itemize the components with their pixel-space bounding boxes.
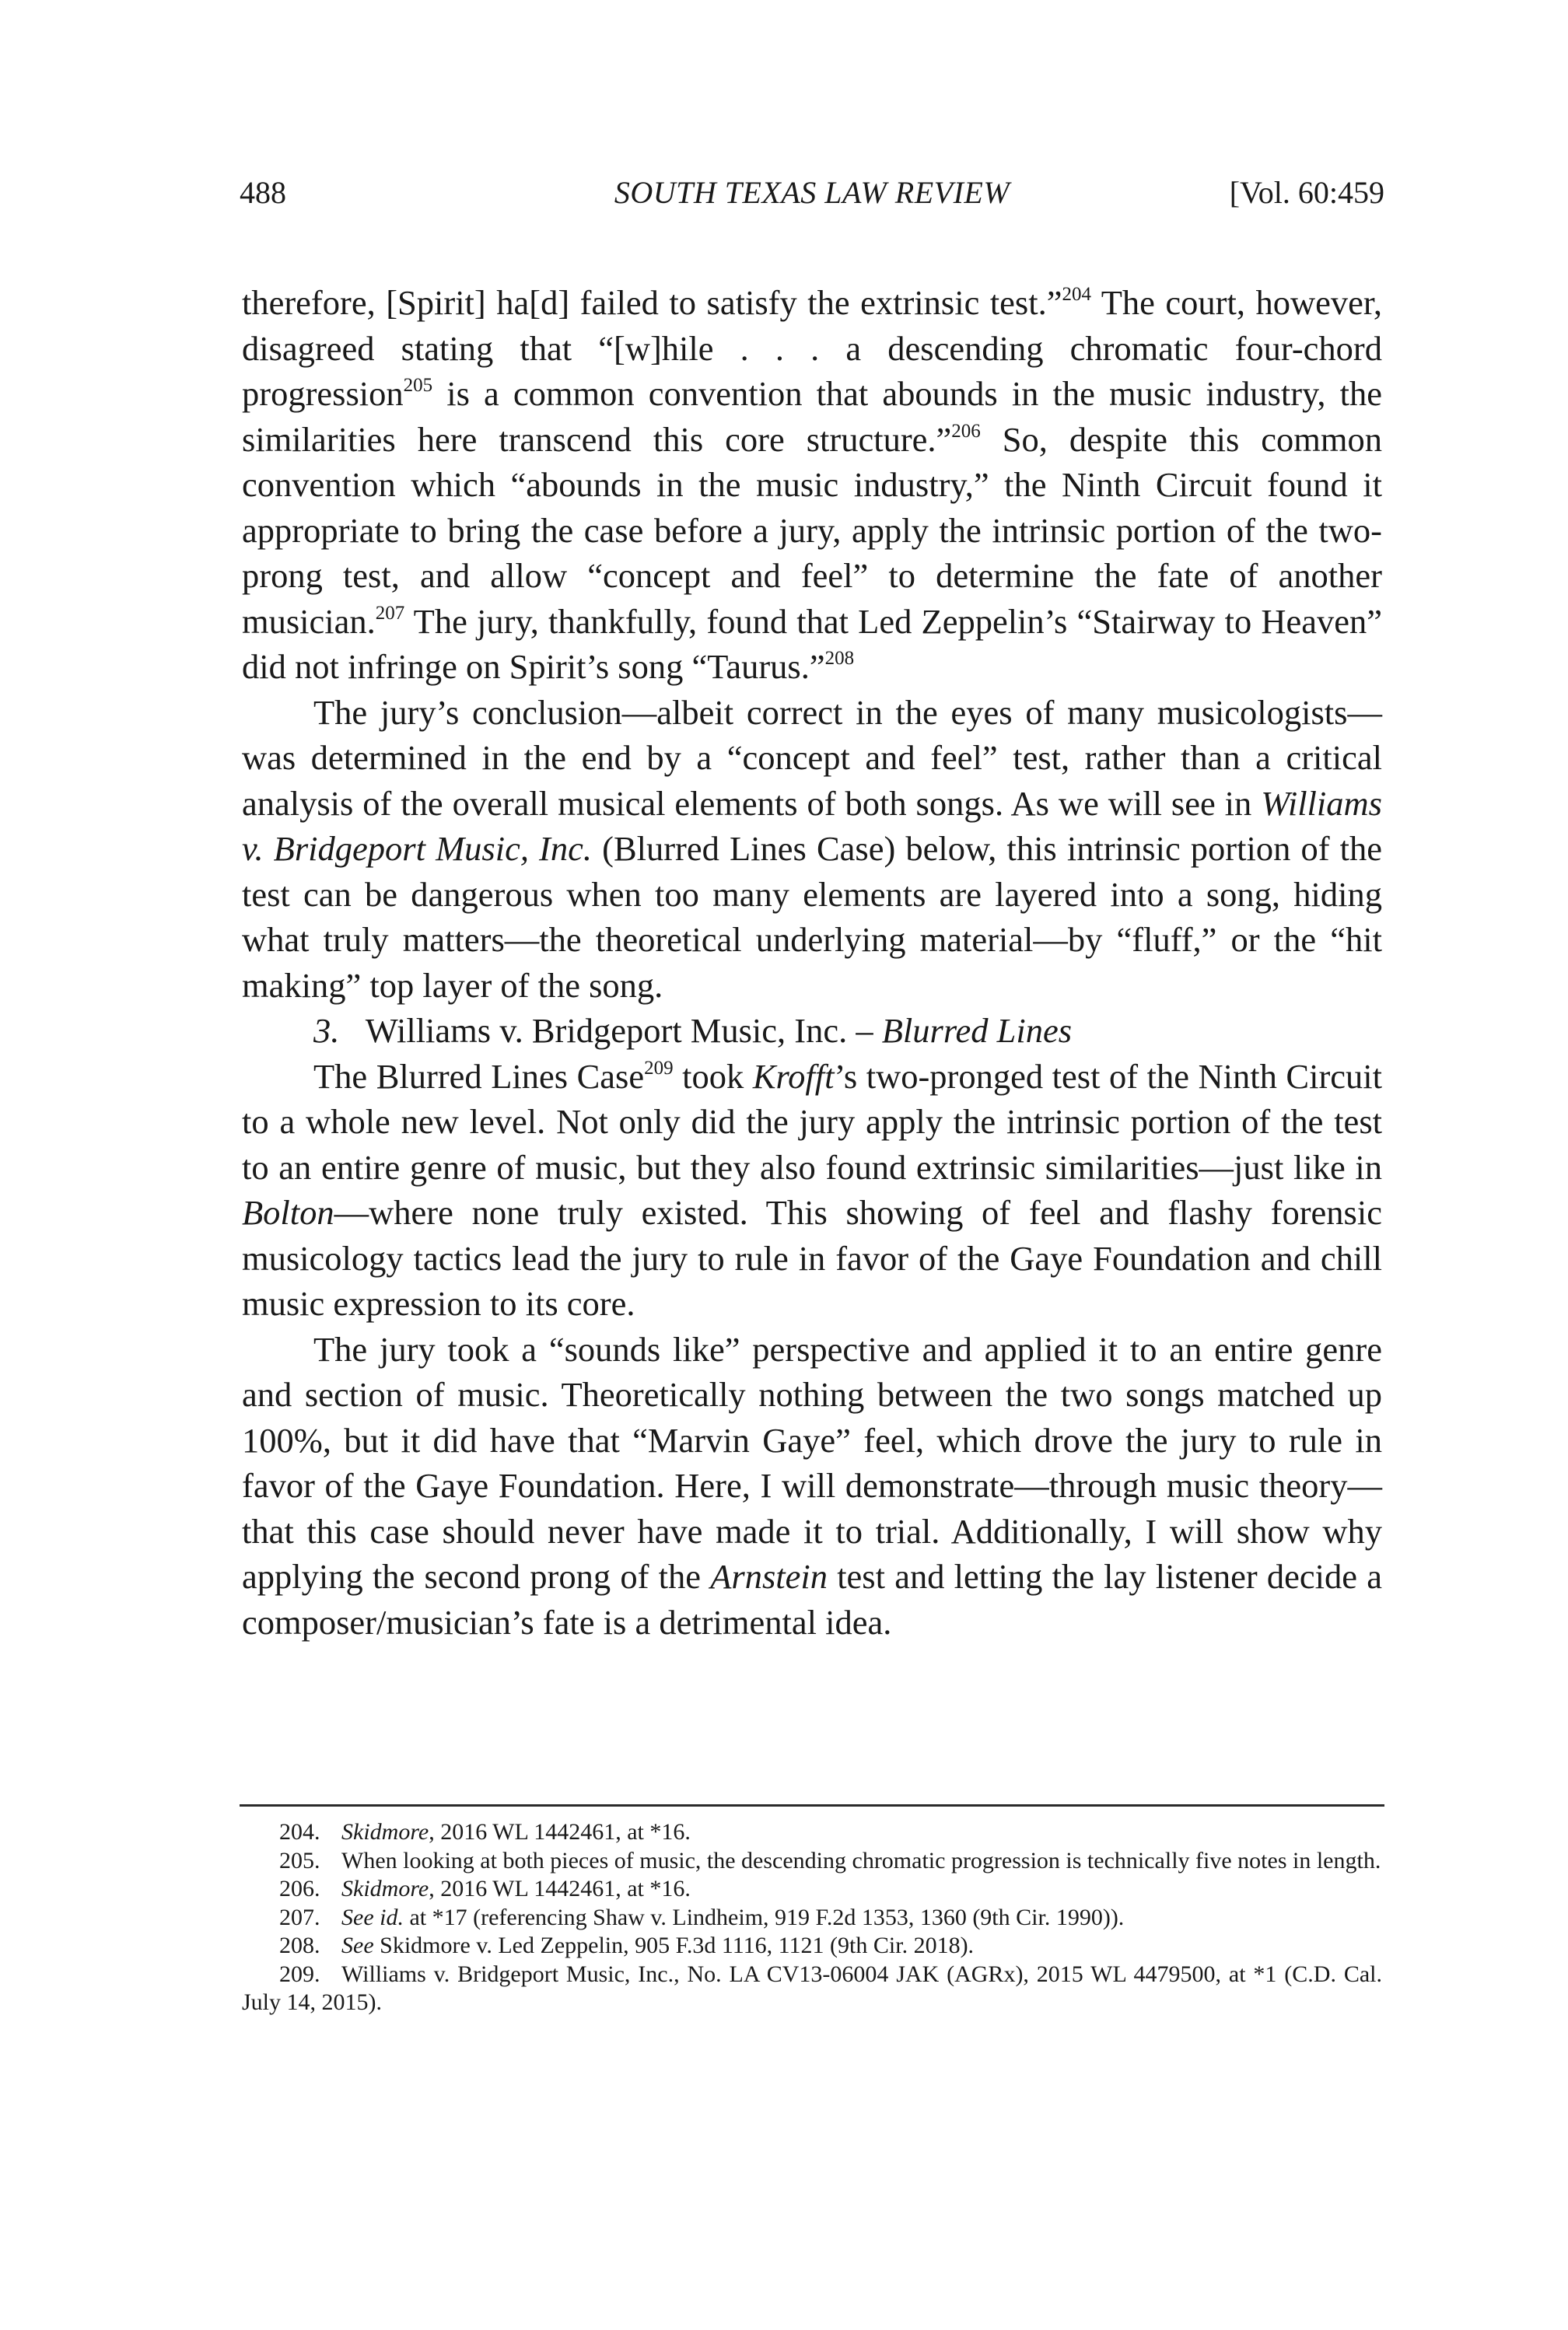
volume-citation: [Vol. 60:459 <box>1229 175 1384 210</box>
footnote-ref-205[interactable]: 205 <box>403 375 433 396</box>
subheading-number: 3. <box>313 1011 340 1050</box>
text-run: ’s two-pronged test of the Ninth Circuit to a whole new level. Not only did the jury apply the intrinsic portion of the test to an entire genre of music, but they also found extrinsic similarities—just like in <box>242 1056 1383 1187</box>
footnote-204 <box>242 1818 1382 1847</box>
text-run: (Blurred Lines Case) below, this intrinsic portion of the test can be dangerous when too many elements are layered into a song, hiding what truly matters—the theoretical underlying material—by “fluff,” or the “hit making” top layer of the song. <box>242 829 1382 1005</box>
text-run: The jury took a “sounds like” perspective and applied it to an entire genre and section of music. Theoretically nothing between the two songs matched up 100%, but it did have that “Marvin Gaye” feel, which drove the jury to rule in favor of the Gaye Foundation. Here, I will demonstrate—through music theory—that this case should never have made it to trial. Additionally, I will show why applying the second prong of the <box>242 1329 1382 1596</box>
text-run: took <box>673 1056 753 1096</box>
text-run: So, despite this common convention which “abounds in the music industry,” the Ninth Circuit found it appropriate to bring the case before a jury, apply the intrinsic portion of the two-prong test, and allow “concept and feel” to determine the fate of another musician. <box>242 419 1382 641</box>
footnote-text: , 2016 WL 1442461, at *16. <box>429 1876 691 1901</box>
footnote-text: Williams v. Bridgeport Music, Inc., No. LA CV13-06004 JAK (AGRx), 2015 WL 4479500, at *1 (C.D. Cal. July 14, 2015). <box>242 1961 1382 2015</box>
case-name-italic: Williams v. Bridgeport Music, Inc. <box>242 783 1382 868</box>
running-head <box>240 170 1384 216</box>
footnote-ref-209[interactable]: 209 <box>644 1057 674 1079</box>
footnote-number: 206. <box>279 1876 320 1901</box>
footnote-205 <box>242 1847 1382 1876</box>
footnotes <box>242 1818 1382 2017</box>
bolton-italic: Bolton <box>242 1193 334 1232</box>
paragraph-4 <box>242 1327 1382 1646</box>
subheading-italic: Blurred Lines <box>881 1011 1073 1050</box>
footnote-italic: Skidmore <box>341 1876 429 1901</box>
text-run: The jury’s conclusion—albeit correct in the eyes of many musicologists—was determined in the end by a “concept and feel” test, rather than a critical analysis of the overall musical elements of both songs. As we will see in <box>242 692 1382 823</box>
footnote-text: When looking at both pieces of music, the descending chromatic progression is technically five notes in length. <box>341 1847 1381 1873</box>
paragraph-2 <box>242 690 1382 1009</box>
main-text <box>242 280 1382 1645</box>
footnote-number: 205. <box>279 1847 320 1873</box>
footnote-divider <box>240 1804 1384 1807</box>
footnote-number: 207. <box>279 1904 320 1930</box>
paragraph-3 <box>242 1054 1382 1327</box>
footnote-number: 204. <box>279 1819 320 1845</box>
footnote-ref-204[interactable]: 204 <box>1062 284 1091 305</box>
footnote-italic: See <box>341 1933 374 1958</box>
text-run: is a common convention that abounds in the music industry, the similarities here transcend this core structure.” <box>242 374 1382 459</box>
footnote-ref-207[interactable]: 207 <box>375 602 405 624</box>
section-subheading <box>242 1008 1382 1054</box>
footnote-208 <box>242 1932 1382 1961</box>
footnote-text: at *17 (referencing Shaw v. Lindheim, 919 F.2d 1353, 1360 (9th Cir. 1990)). <box>403 1904 1125 1930</box>
footnote-number: 209. <box>279 1961 320 1987</box>
footnote-number: 208. <box>279 1933 320 1958</box>
text-run: test and letting the lay listener decide a composer/musician’s fate is a detrimental idea. <box>242 1557 1382 1642</box>
footnote-ref-206[interactable]: 206 <box>951 420 981 442</box>
text-run: therefore, [Spirit] ha[d] failed to satisfy the extrinsic test.” <box>242 283 1062 322</box>
footnote-ref-208[interactable]: 208 <box>824 648 855 669</box>
footnote-207 <box>242 1904 1382 1933</box>
journal-title: SOUTH TEXAS LAW REVIEW <box>614 175 1010 210</box>
krofft-italic: Krofft <box>752 1056 835 1096</box>
footnote-209 <box>242 1961 1382 2017</box>
footnote-italic: See id. <box>341 1904 404 1930</box>
text-run: The Blurred Lines Case <box>313 1056 645 1096</box>
footnote-italic: Skidmore <box>341 1819 429 1845</box>
footnote-text: , 2016 WL 1442461, at *16. <box>429 1819 691 1845</box>
text-run: —where none truly existed. This showing of feel and flashy forensic musicology tactics lead the jury to rule in favor of the Gaye Foundation and chill music expression to its core. <box>242 1193 1382 1323</box>
subheading-case: Williams v. Bridgeport Music, Inc. – <box>365 1011 882 1050</box>
text-run: The jury, thankfully, found that Led Zeppelin’s “Stairway to Heaven” did not infringe on Spirit’s song “Taurus.” <box>242 601 1382 686</box>
footnote-206 <box>242 1875 1382 1904</box>
footnote-text: Skidmore v. Led Zeppelin, 905 F.3d 1116, 1121 (9th Cir. 2018). <box>373 1933 975 1958</box>
text-run: The court, however, disagreed stating that “[w]hile . . . a descending chromatic four-chord progression <box>242 283 1382 413</box>
page-number: 488 <box>240 175 286 210</box>
paragraph-1 <box>242 280 1382 690</box>
arnstein-italic: Arnstein <box>710 1557 828 1596</box>
